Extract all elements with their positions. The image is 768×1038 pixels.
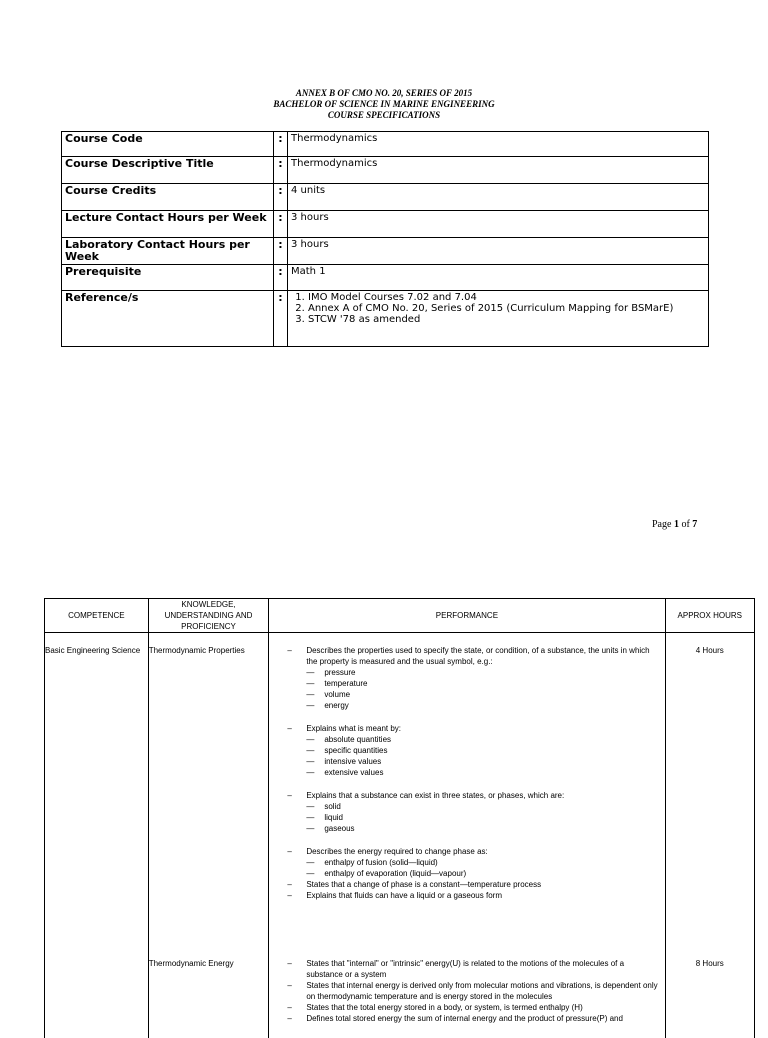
course-spec-table: [61, 131, 709, 347]
spec-colon: :: [274, 211, 288, 238]
sub-list: [306, 801, 658, 834]
reference-item: 3. STCW '78 as amended: [308, 314, 705, 325]
list-item: – Explains that fluids can have a liquid or a gaseous form: [306, 890, 658, 901]
performance-text: Explains what is meant by:: [306, 724, 402, 733]
spec-row-title: [62, 157, 709, 184]
list-item: – States that internal energy is derived only from molecular motions and vibrations, is dependent only on thermodynamic temperature and is energy stored in the molecules: [306, 980, 658, 1002]
performance-list: [269, 958, 664, 1024]
sub-item: — pressure: [324, 667, 658, 678]
sub-item: — liquid: [324, 812, 658, 823]
sub-item: — enthalpy of evaporation (liquid—vapour): [324, 868, 658, 879]
spec-colon: :: [274, 291, 288, 347]
sub-item: — absolute quantities: [324, 734, 658, 745]
reference-item: 2. Annex A of CMO No. 20, Series of 2015 (Curriculum Mapping for BSMarE): [308, 303, 705, 314]
header-line-3: COURSE SPECIFICATIONS: [327, 110, 441, 120]
list-item: – States that a change of phase is a constant—temperature process: [306, 879, 658, 890]
reference-item: 1. IMO Model Courses 7.02 and 7.04: [308, 292, 705, 303]
performance-cell: [269, 633, 665, 957]
sub-item: — solid: [324, 801, 658, 812]
list-item: [306, 846, 658, 879]
competence-table: [44, 598, 755, 1038]
sub-item: — intensive values: [324, 756, 658, 767]
spec-value: 3 hours: [288, 211, 709, 238]
page-prefix: Page: [652, 519, 674, 530]
table-header-row: [45, 599, 755, 633]
header-line-1: ANNEX B OF CMO NO. 20, SERIES OF 2015: [295, 88, 473, 98]
sub-item: — volume: [324, 689, 658, 700]
performance-list: [269, 645, 664, 901]
reference-list: [291, 292, 705, 325]
sub-item: — gaseous: [324, 823, 658, 834]
competence-cell: [45, 956, 149, 1038]
spec-row-lecture-hours: [62, 211, 709, 238]
spec-row-course-code: [62, 132, 709, 157]
spec-value: Math 1: [288, 265, 709, 291]
table-row: [45, 633, 755, 957]
sub-item: — specific quantities: [324, 745, 658, 756]
spec-value: 3 hours: [288, 238, 709, 265]
spec-row-prerequisite: [62, 265, 709, 291]
performance-text: Explains that a substance can exist in three states, or phases, which are:: [306, 791, 565, 800]
sub-list: [306, 857, 658, 879]
spec-label: Course Code: [62, 132, 274, 157]
sub-item: — energy: [324, 700, 658, 711]
spec-colon: :: [274, 157, 288, 184]
page-of: of: [678, 519, 693, 530]
header-hours: APPROX HOURS: [665, 599, 754, 633]
header-knowledge: KNOWLEDGE, UNDERSTANDING AND PROFICIENCY: [148, 599, 269, 633]
table-row: [45, 956, 755, 1038]
spec-colon: :: [274, 238, 288, 265]
spec-row-references: [62, 291, 709, 347]
list-item: [306, 790, 658, 846]
competence-cell: Basic Engineering Science: [45, 633, 149, 957]
knowledge-cell: Thermodynamic Properties: [148, 633, 269, 957]
spec-value: Thermodynamics: [288, 132, 709, 157]
spec-label: Reference/s: [62, 291, 274, 347]
list-item: [306, 723, 658, 790]
hours-cell: 8 Hours: [665, 956, 754, 1038]
performance-cell: [269, 956, 665, 1038]
performance-text: Describes the energy required to change phase as:: [306, 847, 488, 856]
spec-row-credits: [62, 184, 709, 211]
header-competence: COMPETENCE: [45, 599, 149, 633]
performance-text: Describes the properties used to specify the state, or condition, of a substance, the units in which the property is measured and the usual symbol, e.g.:: [306, 646, 650, 666]
page-number: [652, 519, 697, 530]
page-total: 7: [692, 519, 698, 530]
spec-label: Prerequisite: [62, 265, 274, 291]
sub-list: [306, 667, 658, 711]
spec-label: Laboratory Contact Hours per Week: [62, 238, 274, 265]
sub-list: [306, 734, 658, 778]
spec-label: Course Credits: [62, 184, 274, 211]
sub-item: — extensive values: [324, 767, 658, 778]
spec-value: [288, 291, 709, 347]
list-item: – States that the total energy stored in a body, or system, is termed enthalpy (H): [306, 1002, 658, 1013]
spec-colon: :: [274, 132, 288, 157]
sub-item: — enthalpy of fusion (solid—liquid): [324, 857, 658, 868]
hours-cell: 4 Hours: [665, 633, 754, 957]
header-performance: PERFORMANCE: [269, 599, 665, 633]
spec-label: Lecture Contact Hours per Week: [62, 211, 274, 238]
spec-value: 4 units: [288, 184, 709, 211]
spec-label: Course Descriptive Title: [62, 157, 274, 184]
spec-colon: :: [274, 184, 288, 211]
knowledge-cell: Thermodynamic Energy: [148, 956, 269, 1038]
sub-item: — temperature: [324, 678, 658, 689]
spec-colon: :: [274, 265, 288, 291]
spec-value: Thermodynamics: [288, 157, 709, 184]
spec-row-lab-hours: [62, 238, 709, 265]
list-item: – States that "internal" or "intrinsic" energy(U) is related to the motions of the molecules of a substance or a system: [306, 958, 658, 980]
header-line-2: BACHELOR OF SCIENCE IN MARINE ENGINEERING: [273, 99, 495, 109]
list-item: [306, 645, 658, 723]
document-header: [0, 88, 768, 121]
list-item: – Defines total stored energy the sum of internal energy and the product of pressure(P) and: [306, 1013, 658, 1024]
page-current: 1: [673, 519, 679, 530]
